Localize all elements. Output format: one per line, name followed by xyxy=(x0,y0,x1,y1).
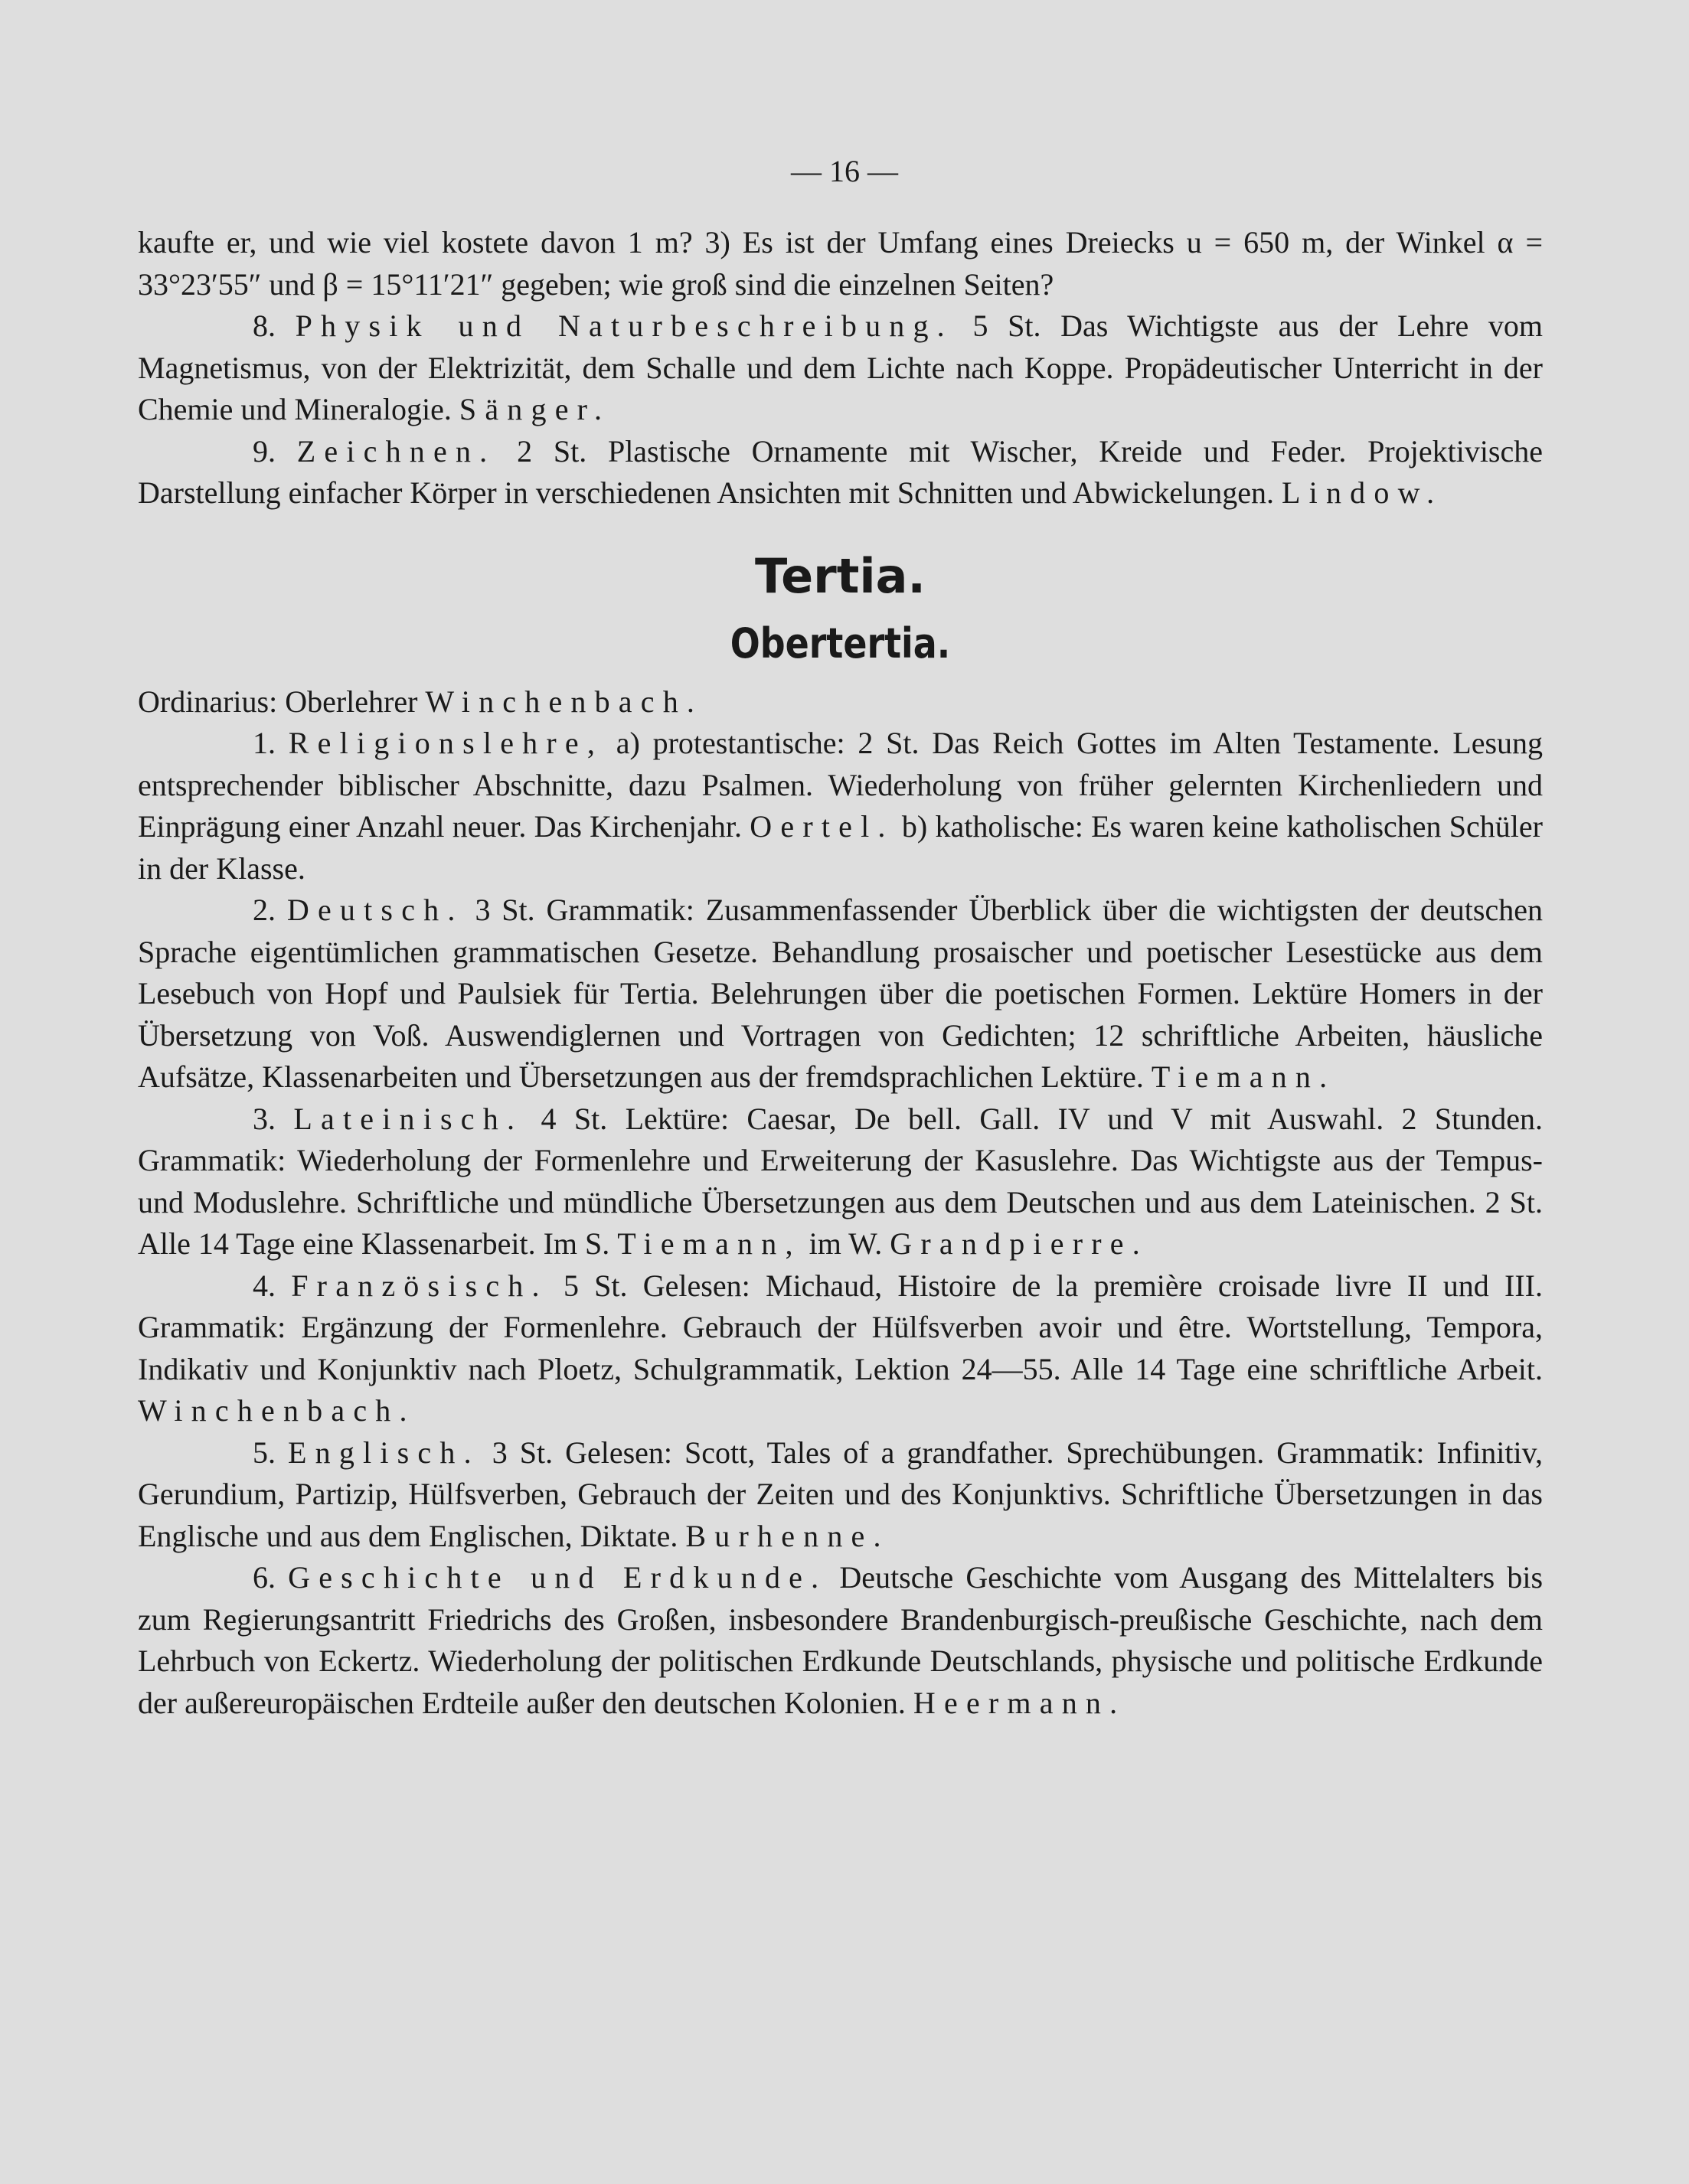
latein-teacher-1: Tiemann, xyxy=(617,1226,802,1261)
religion-title: Religionslehre, xyxy=(288,726,604,760)
physik-paragraph xyxy=(138,305,1543,431)
latein-number: 3. xyxy=(253,1101,276,1136)
geschichte-teacher: Heermann. xyxy=(913,1685,1126,1720)
zeichnen-paragraph xyxy=(138,431,1543,514)
ordinarius-name: Winchenbach. xyxy=(425,684,704,719)
latein-title: Lateinisch. xyxy=(293,1101,524,1136)
religion-number: 1. xyxy=(253,726,276,760)
religion-paragraph xyxy=(138,723,1543,890)
physik-teacher: Sänger. xyxy=(459,392,611,426)
ordinarius-label: Ordinarius: Oberlehrer xyxy=(138,684,418,719)
page-number: — 16 — xyxy=(791,154,898,188)
englisch-teacher: Burhenne. xyxy=(685,1518,890,1553)
zeichnen-text: 2 St. Plastische Ornamente mit Wischer, Kreide und Feder. Projektivische Darstellung einfacher Körper in verschiedenen Ansichten mit Schnitten und Abwickelungen. xyxy=(138,433,1544,510)
geschichte-paragraph xyxy=(138,1557,1543,1724)
deutsch-text: 3 St. Grammatik: Zusammenfassender Überblick über die wichtigsten der deutschen Sprache eigentümlichen grammatischen Gesetze. Behandlung prosaischer und poetischer Lesestücke aus dem Lesebuch von Hopf und Paulsiek für Tertia. Belehrungen über die poetischen Formen. Lektüre Homers in der Übersetzung von Voß. Auswendiglernen und Vortragen von Gedichten; 12 schriftliche Arbeiten, häusliche Aufsätze, Klassenarbeiten und Übersetzungen aus der fremdsprachlichen Lektüre. xyxy=(138,893,1543,1094)
geschichte-number: 6. xyxy=(253,1560,276,1595)
physik-number: 8. xyxy=(253,309,276,343)
englisch-text: 3 St. Gelesen: Scott, Tales of a grandfather. Sprechübungen. Grammatik: Infinitiv, Gerundium, Partizip, Hülfsverben, Gebrauch der Zeiten und des Konjunktivs. Schriftliche Übersetzungen in das Englische und aus dem Englischen, Diktate. xyxy=(138,1435,1543,1553)
physik-text: 5 St. Das Wichtigste aus der Lehre vom Magnetismus, von der Elektrizität, dem Schalle und dem Lichte nach Koppe. Propädeutischer Unterricht in der Chemie und Mineralogie. xyxy=(138,309,1544,426)
religion-text2: b) katholische: Es waren keine katholischen Schüler in der Klasse. xyxy=(138,809,1543,886)
intro-text: kaufte er, und wie viel kostete davon 1 m? 3) Es ist der Umfang eines Dreiecks u = 650 m, der Winkel α = 33°23′55″ und β = 15°11′21″ gegeben; wie groß sind die einzelnen Seiten? xyxy=(138,225,1543,302)
deutsch-paragraph xyxy=(138,890,1543,1099)
deutsch-number: 2. xyxy=(253,893,276,927)
latein-text: 4 St. Lektüre: Caesar, De bell. Gall. IV und V mit Auswahl. 2 Stunden. Grammatik: Wiederholung der Formenlehre und Erweiterung der Kasuslehre. Das Wichtigste aus der Tempus- und Moduslehre. Schriftliche und mündliche Übersetzungen aus dem Deutschen und aus dem Lateinischen. 2 St. Alle 14 Tage eine Klassenarbeit. Im S. xyxy=(138,1101,1544,1261)
englisch-paragraph xyxy=(138,1432,1543,1558)
subsection-heading: Obertertia. xyxy=(730,619,951,668)
body-text xyxy=(138,222,1543,1724)
geschichte-title: Geschichte und Erdkunde. xyxy=(288,1560,828,1595)
englisch-title: Englisch. xyxy=(287,1435,480,1470)
latein-teacher-2: Grandpierre. xyxy=(890,1226,1148,1261)
franz-number: 4. xyxy=(253,1268,276,1303)
zeichnen-title: Zeichnen. xyxy=(296,433,496,468)
geschichte-text: Deutsche Geschichte vom Ausgang des Mittelalters bis zum Regierungsantritt Friedrichs des Großen, insbesondere Brandenburgisch-preußische Geschichte, nach dem Lehrbuch von Eckertz. Wiederholung der politischen Erdkunde Deutschlands, physische und politische Erdkunde der außereuropäischen Erdteile außer den deutschen Kolonien. xyxy=(138,1560,1544,1720)
deutsch-title: Deutsch. xyxy=(286,893,464,927)
physik-title: Physik und Naturbeschreibung. xyxy=(295,309,953,343)
deutsch-teacher: Tiemann. xyxy=(1151,1059,1336,1094)
zeichnen-number: 9. xyxy=(253,433,276,468)
franz-text: 5 St. Gelesen: Michaud, Histoire de la première croisade livre II und III. Grammatik: Ergänzung der Formenlehre. Gebrauch der Hülfsverben avoir und être. Wortstellung, Tempora, Indikativ und Konjunktiv nach Ploetz, Schulgrammatik, Lektion 24—55. Alle 14 Tage eine schriftliche Arbeit. xyxy=(138,1268,1543,1386)
zeichnen-teacher: Lindow. xyxy=(1282,475,1443,510)
franz-paragraph xyxy=(138,1265,1543,1432)
englisch-number: 5. xyxy=(253,1435,276,1470)
franz-teacher: Winchenbach. xyxy=(138,1393,416,1428)
ordinarius-line xyxy=(138,681,1543,723)
latein-paragraph xyxy=(138,1099,1543,1265)
section-heading: Tertia. xyxy=(755,547,926,604)
intro-paragraph xyxy=(138,222,1543,305)
latein-mid: im W. xyxy=(809,1226,883,1261)
religion-text: a) protestantische: 2 St. Das Reich Gottes im Alten Testamente. Lesung entsprechender biblischer Abschnitte, dazu Psalmen. Wiederholung von früher gelernten Kirchenliedern und Einprägung einer Anzahl neuer. Das Kirchenjahr. xyxy=(138,726,1544,844)
franz-title: Französisch. xyxy=(291,1268,548,1303)
religion-teacher: Oertel. xyxy=(750,809,894,844)
